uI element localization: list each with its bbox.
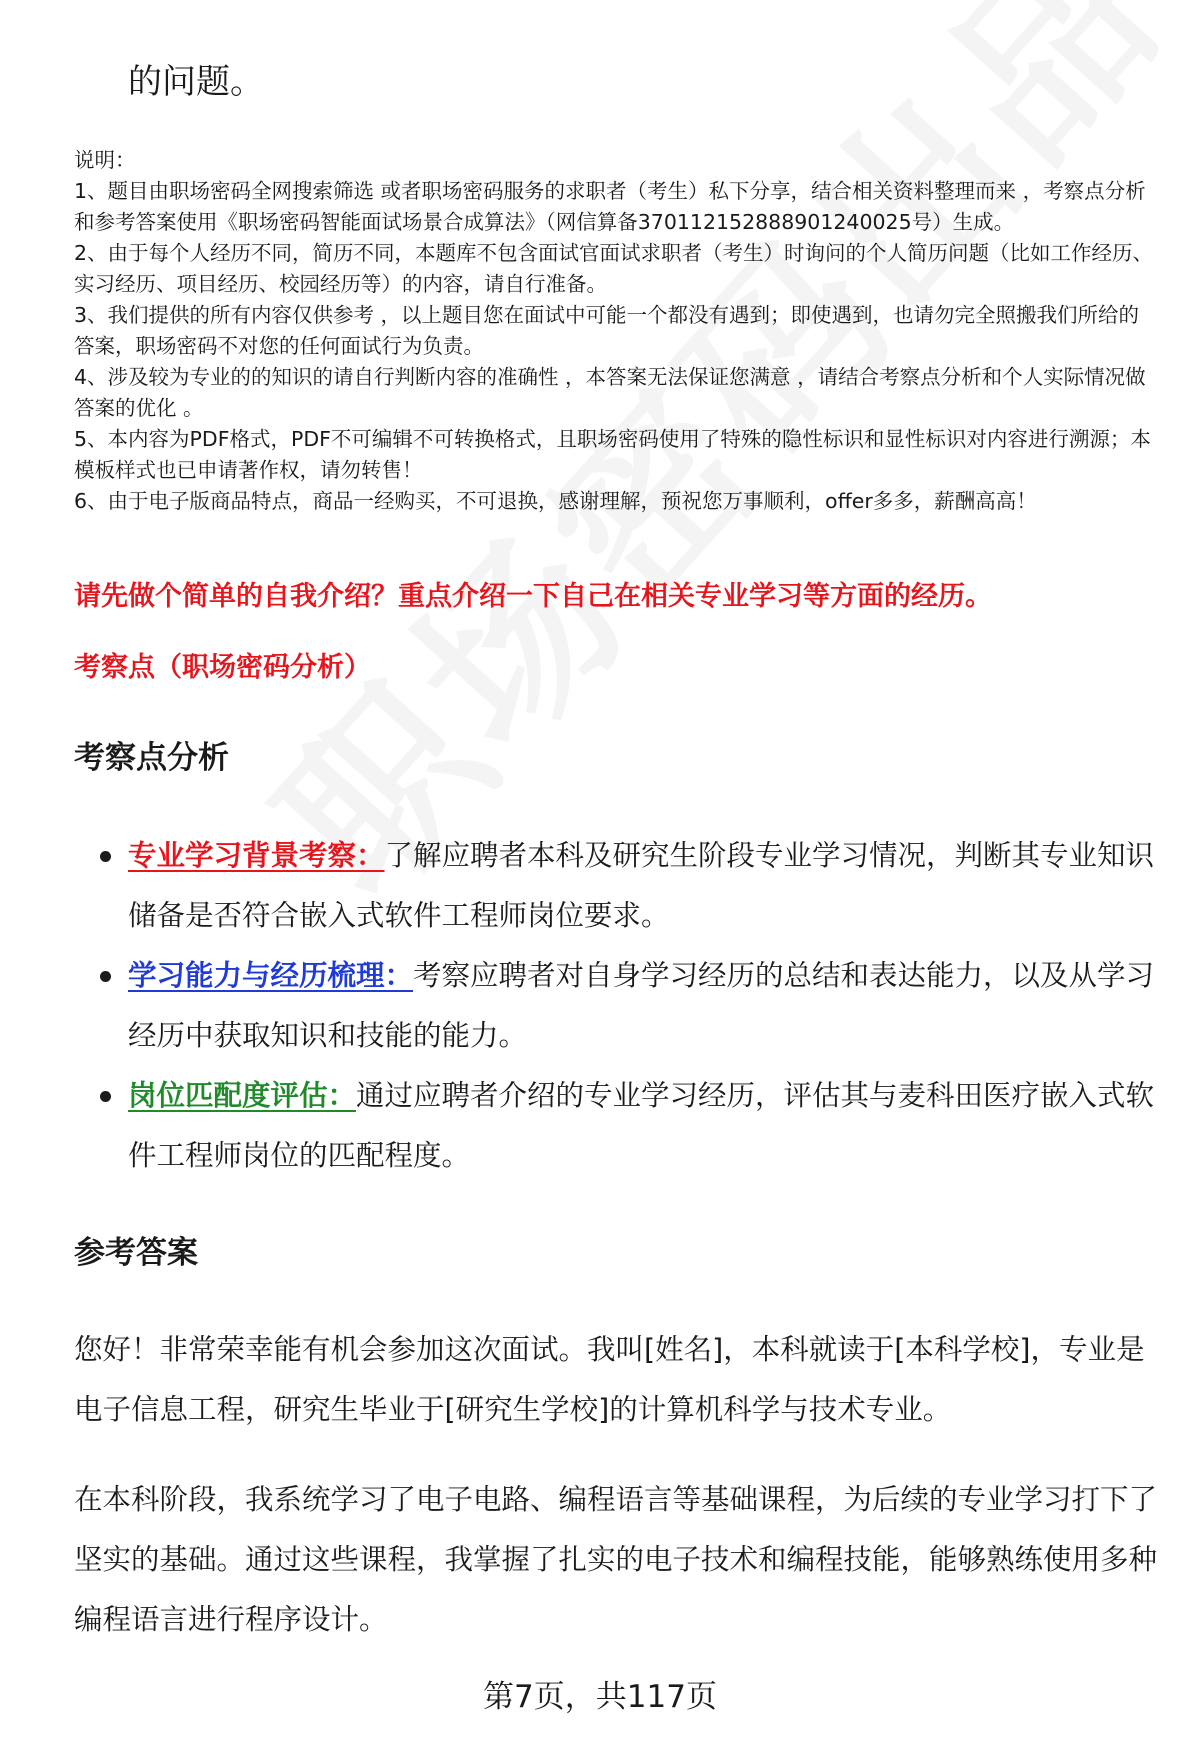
point-label: 考察点（职场密码分析） xyxy=(74,652,371,683)
answer-paragraph: 在本科阶段，我系统学习了电子电路、编程语言等基础课程，为后续的专业学习打下了坚实的基础。通过这些课程，我掌握了扎实的电子技术和编程技能，能够熟练使用多种编程语言进行程序设计。 xyxy=(74,1483,1158,1636)
bullet-text: 了解应聘者本科及研究生阶段专业学习情况，判断其专业知识储备是否符合嵌入式软件工程师岗位要求。 xyxy=(128,839,1155,932)
note-item: 6、由于电子版商品特点，商品一经购买，不可退换，感谢理解，预祝您万事顺利，offer多多，薪酬高高！ xyxy=(74,489,1037,513)
page-number-footer: 第7页，共117页 xyxy=(483,1679,717,1715)
analysis-heading: 考察点分析 xyxy=(74,740,229,776)
bullet-text: 考察应聘者对自身学习经历的总结和表达能力，以及从学习经历中获取知识和技能的能力。 xyxy=(128,959,1155,1052)
bullet-dot-icon xyxy=(100,971,111,982)
analysis-bullet xyxy=(74,1066,1164,1186)
bullet-dot-icon xyxy=(100,851,111,862)
bullet-title: 专业学习背景考察： xyxy=(128,839,385,872)
analysis-list xyxy=(74,826,1164,1186)
note-item: 2、由于每个人经历不同，简历不同，本题库不包含面试官面试求职者（考生）时询问的个人简历问题（比如工作经历、实习经历、项目经历、校园经历等）的内容，请自行准备。 xyxy=(74,241,1154,296)
bullet-title: 岗位匹配度评估： xyxy=(128,1079,357,1112)
note-item: 1、题目由职场密码全网搜索筛选 或者职场密码服务的求职者（考生）私下分享，结合相关资料整理而来 ，考察点分析和参考答案使用《职场密码智能面试场景合成算法》（网信算备370112152888901240025号）生成。 xyxy=(74,179,1146,234)
notes-block xyxy=(74,145,1154,517)
answer-heading: 参考答案 xyxy=(74,1235,198,1271)
analysis-bullet xyxy=(74,946,1164,1066)
analysis-bullet xyxy=(74,826,1164,946)
interview-question: 请先做个简单的自我介绍？重点介绍一下自己在相关专业学习等方面的经历。 xyxy=(74,581,992,612)
bullet-dot-icon xyxy=(100,1091,111,1102)
bullet-text: 通过应聘者介绍的专业学习经历，评估其与麦科田医疗嵌入式软件工程师岗位的匹配程度。 xyxy=(128,1079,1155,1172)
note-item: 3、我们提供的所有内容仅供参考 ，以上题目您在面试中可能一个都没有遇到；即使遇到，也请勿完全照搬我们所给的答案，职场密码不对您的任何面试行为负责。 xyxy=(74,303,1140,358)
note-item: 5、本内容为PDF格式，PDF不可编辑不可转换格式，且职场密码使用了特殊的隐性标识和显性标识对内容进行溯源；本模板样式也已申请著作权，请勿转售！ xyxy=(74,427,1151,482)
answer-paragraph: 您好！非常荣幸能有机会参加这次面试。我叫[姓名]，本科就读于[本科学校]，专业是电子信息工程，研究生毕业于[研究生学校]的计算机科学与技术专业。 xyxy=(74,1333,1145,1426)
bullet-title: 学习能力与经历梳理： xyxy=(128,959,414,992)
previous-text-fragment: 的问题。 xyxy=(128,62,264,102)
note-item: 4、涉及较为专业的的知识的请自行判断内容的准确性 ，本答案无法保证您满意 ，请结合考察点分析和个人实际情况做答案的优化 。 xyxy=(74,365,1146,420)
notes-heading: 说明： xyxy=(74,148,136,172)
